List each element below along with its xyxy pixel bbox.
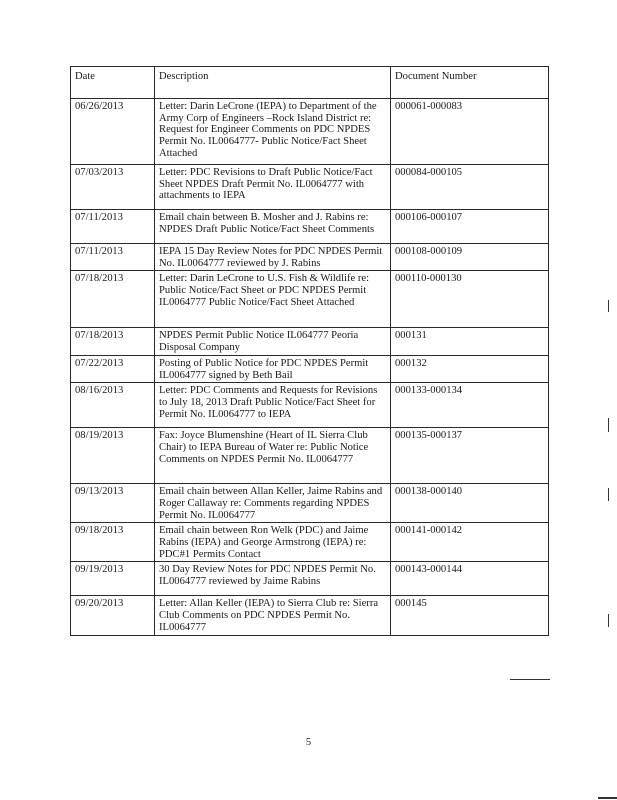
cell-description: Letter: Darin LeCrone (IEPA) to Department of the Army Corp of Engineers –Rock Island District re: Request for Engineer Comments on PDC NPDES Permit No. IL0064777- Public Notice/Fact Sheet Attached [155, 99, 391, 165]
cell-date: 07/03/2013 [71, 165, 155, 210]
cell-document-number: 000135-000137 [391, 428, 549, 484]
cell-description: Letter: PDC Revisions to Draft Public Notice/Fact Sheet NPDES Draft Permit No. IL0064777 with attachments to IEPA [155, 165, 391, 210]
table-row [71, 355, 549, 382]
cell-document-number: 000132 [391, 355, 549, 382]
scan-mark [608, 300, 609, 312]
cell-date: 09/13/2013 [71, 484, 155, 523]
table-row [71, 383, 549, 428]
cell-description: Email chain between Allan Keller, Jaime Rabins and Roger Callaway re: Comments regarding NPDES Permit No. IL0064777 [155, 484, 391, 523]
cell-description: Posting of Public Notice for PDC NPDES Permit IL0064777 signed by Beth Bail [155, 355, 391, 382]
table-row [71, 596, 549, 635]
cell-date: 07/18/2013 [71, 328, 155, 355]
cell-date: 08/19/2013 [71, 428, 155, 484]
document-index-table [70, 66, 549, 636]
cell-date: 07/18/2013 [71, 271, 155, 328]
cell-description: 30 Day Review Notes for PDC NPDES Permit No. IL0064777 reviewed by Jaime Rabins [155, 562, 391, 596]
cell-description: Email chain between B. Mosher and J. Rabins re: NPDES Draft Public Notice/Fact Sheet Comments [155, 210, 391, 244]
cell-date: 08/16/2013 [71, 383, 155, 428]
cell-document-number: 000141-000142 [391, 523, 549, 562]
cell-document-number: 000145 [391, 596, 549, 635]
table-row [71, 165, 549, 210]
cell-description: Fax: Joyce Blumenshine (Heart of IL Sierra Club Chair) to IEPA Bureau of Water re: Public Notice Comments on NPDES Permit No. IL0064777 [155, 428, 391, 484]
cell-document-number: 000131 [391, 328, 549, 355]
cell-date: 07/11/2013 [71, 244, 155, 271]
table-row [71, 328, 549, 355]
cell-document-number: 000084-000105 [391, 165, 549, 210]
scan-mark [608, 614, 609, 627]
table-body [71, 99, 549, 636]
cell-description: Letter: PDC Comments and Requests for Revisions to July 18, 2013 Draft Public Notice/Fact Sheet for Permit No. IL0064777 to IEPA [155, 383, 391, 428]
cell-document-number: 000061-000083 [391, 99, 549, 165]
cell-date: 07/11/2013 [71, 210, 155, 244]
cell-description: Email chain between Ron Welk (PDC) and Jaime Rabins (IEPA) and George Armstrong (IEPA) re: PDC#1 Permits Contact [155, 523, 391, 562]
cell-document-number: 000138-000140 [391, 484, 549, 523]
header-description: Description [155, 67, 391, 99]
cell-date: 07/22/2013 [71, 355, 155, 382]
page-number: 5 [305, 737, 312, 748]
table-row [71, 244, 549, 271]
header-document-number: Document Number [391, 67, 549, 99]
table-row [71, 271, 549, 328]
cell-description: Letter: Allan Keller (IEPA) to Sierra Club re: Sierra Club Comments on PDC NPDES Permit No. IL0064777 [155, 596, 391, 635]
scan-mark [608, 418, 609, 432]
cell-document-number: 000110-000130 [391, 271, 549, 328]
cell-document-number: 000143-000144 [391, 562, 549, 596]
table-row [71, 484, 549, 523]
cell-document-number: 000108-000109 [391, 244, 549, 271]
cell-date: 06/26/2013 [71, 99, 155, 165]
table-row [71, 210, 549, 244]
scan-mark [608, 488, 609, 501]
cell-description: Letter: Darin LeCrone to U.S. Fish & Wildlife re: Public Notice/Fact Sheet or PDC NPDES Permit IL0064777 Public Notice/Fact Sheet Attached [155, 271, 391, 328]
cell-date: 09/19/2013 [71, 562, 155, 596]
cell-date: 09/18/2013 [71, 523, 155, 562]
table-header-row [71, 67, 549, 99]
cell-description: IEPA 15 Day Review Notes for PDC NPDES Permit No. IL0064777 reviewed by J. Rabins [155, 244, 391, 271]
scan-mark [598, 797, 617, 799]
cell-description: NPDES Permit Public Notice IL064777 Peoria Disposal Company [155, 328, 391, 355]
table-row [71, 562, 549, 596]
table-row [71, 99, 549, 165]
table-row [71, 523, 549, 562]
cell-document-number: 000106-000107 [391, 210, 549, 244]
scan-mark [510, 679, 550, 680]
cell-document-number: 000133-000134 [391, 383, 549, 428]
table-row [71, 428, 549, 484]
header-date: Date [71, 67, 155, 99]
cell-date: 09/20/2013 [71, 596, 155, 635]
